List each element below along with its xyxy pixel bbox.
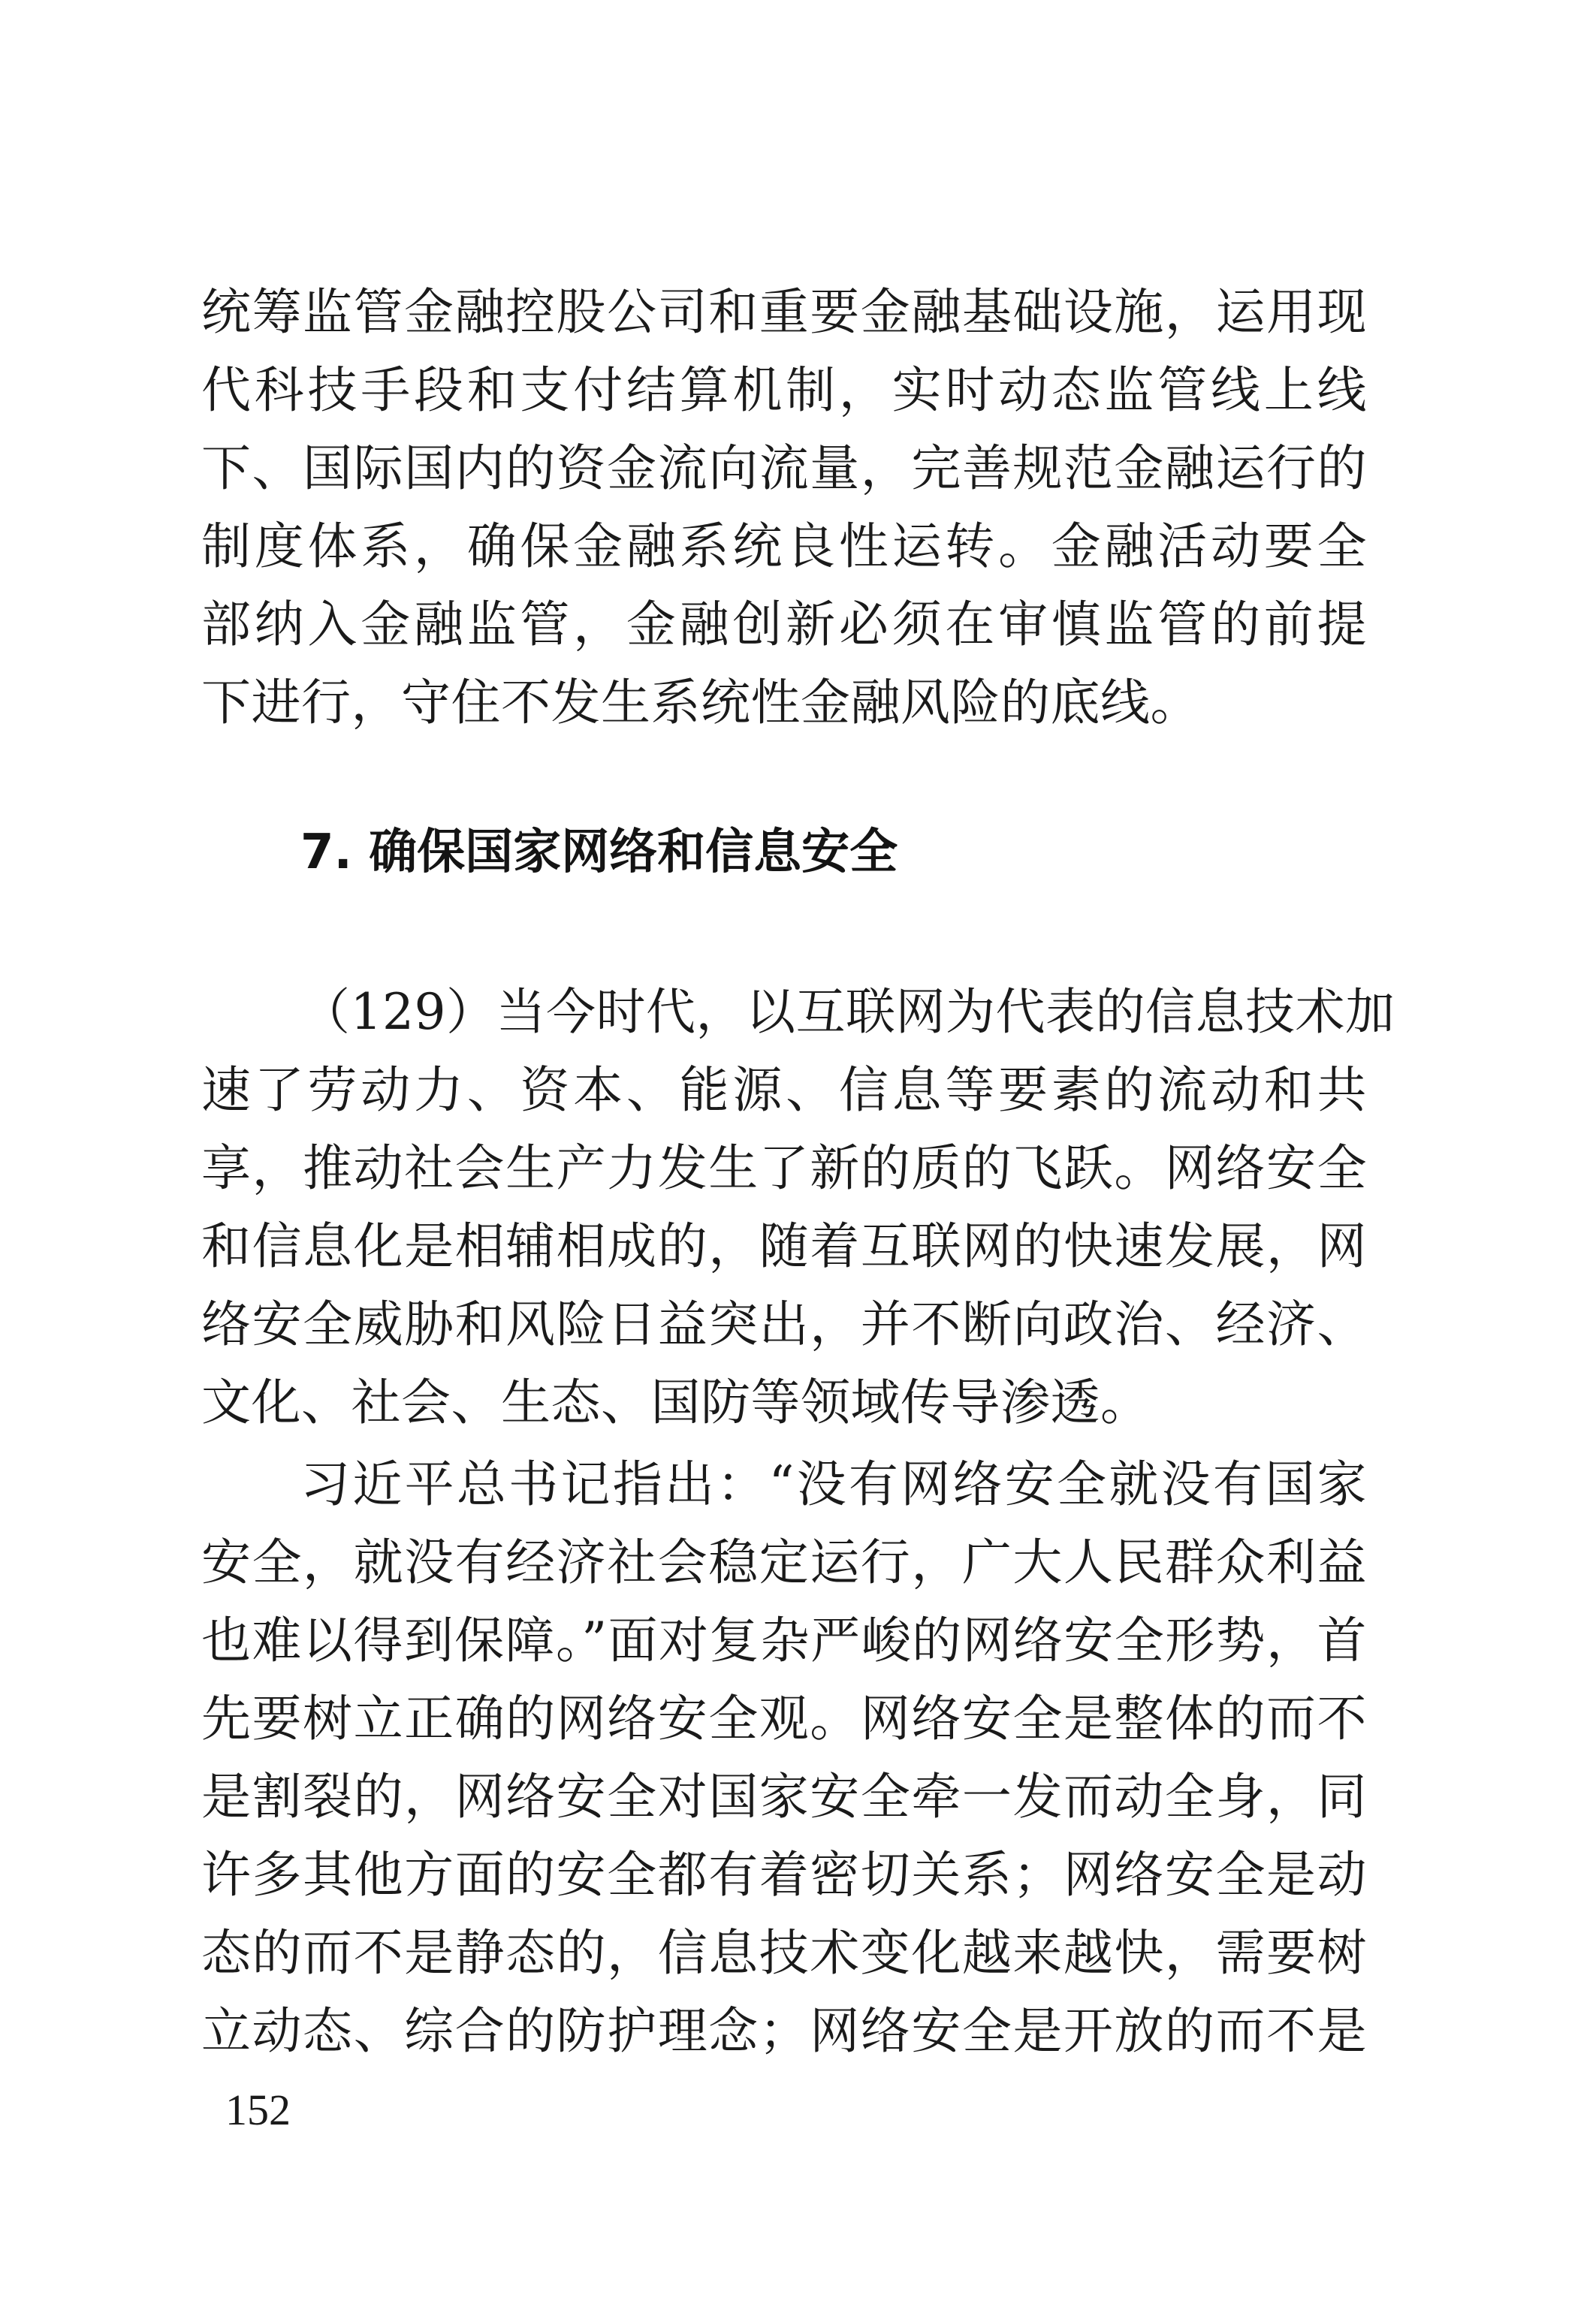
text-line: 安全，就没有经济社会稳定运行，广大人民群众利益: [201, 1533, 1367, 1591]
text-line: （129）当今时代，以互联网为代表的信息技术加: [300, 983, 1395, 1041]
text-line: 制度体系，确保金融系统良性运转。金融活动要全: [201, 517, 1367, 575]
text-line: 享，推动社会生产力发生了新的质的飞跃。网络安全: [201, 1139, 1367, 1197]
text-line: 态的而不是静态的，信息技术变化越来越快，需要树: [201, 1924, 1367, 1982]
text-line: 统筹监管金融控股公司和重要金融基础设施，运用现: [201, 283, 1367, 341]
paragraph-129: [201, 973, 1395, 1442]
text-line: 也难以得到保障。”面对复杂严峻的网络安全形势，首: [201, 1612, 1367, 1669]
text-line: 下、国际国内的资金流向流量，完善规范金融运行的: [201, 439, 1367, 497]
text-line: 部纳入金融监管，金融创新必须在审慎监管的前提: [201, 596, 1367, 653]
text-line: 立动态、综合的防护理念；网络安全是开放的而不是: [201, 2002, 1367, 2060]
text-line: 络安全威胁和风险日益突出，并不断向政治、经济、: [201, 1295, 1367, 1353]
paragraph-quote: [201, 1446, 1367, 2070]
page-number: 152: [225, 2085, 291, 2134]
text-line: 许多其他方面的安全都有着密切关系；网络安全是动: [201, 1846, 1367, 1904]
text-line: 速了劳动力、资本、能源、信息等要素的流动和共: [201, 1061, 1367, 1119]
paragraph-continued: [201, 273, 1367, 742]
text-line: 是割裂的，网络安全对国家安全牵一发而动全身，同: [201, 1768, 1367, 1826]
text-line: 文化、社会、生态、国防等领域传导渗透。: [201, 1374, 1151, 1431]
text-line: 先要树立正确的网络安全观。网络安全是整体的而不: [201, 1690, 1367, 1748]
text-line: 习近平总书记指出：“没有网络安全就没有国家: [300, 1455, 1367, 1513]
text-line: 下进行，守住不发生系统性金融风险的底线。: [201, 674, 1200, 731]
text-line: 和信息化是相辅相成的，随着互联网的快速发展，网: [201, 1217, 1367, 1275]
section-heading: 7. 确保国家网络和信息安全: [300, 825, 898, 880]
text-line: 代科技手段和支付结算机制，实时动态监管线上线: [201, 361, 1367, 419]
